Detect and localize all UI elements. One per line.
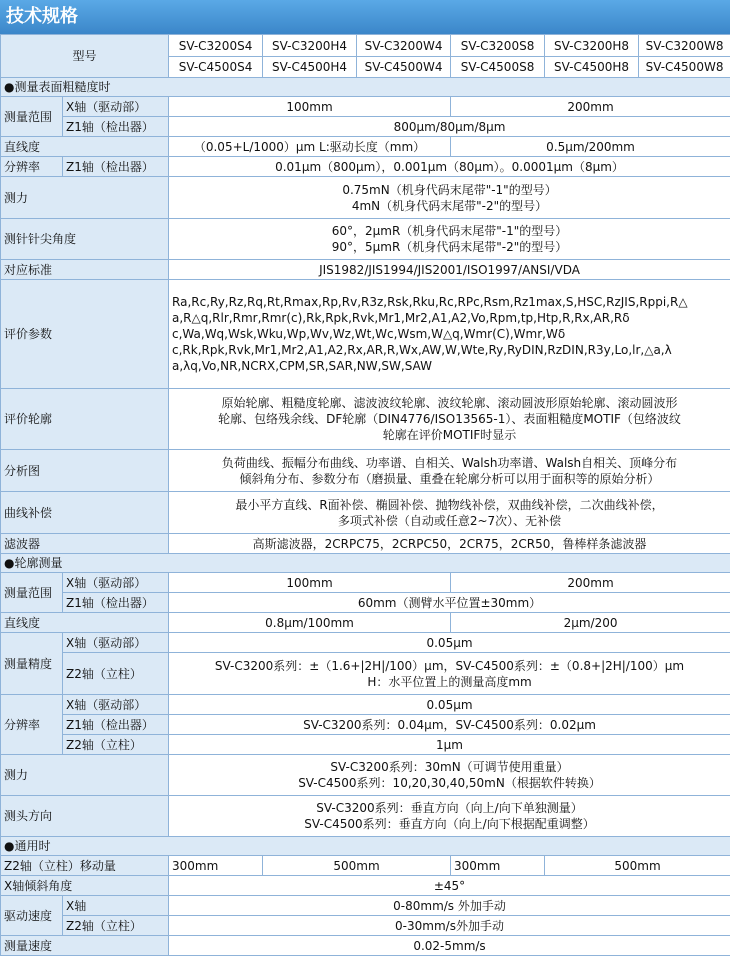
value-cell: 0-30mm/s外加手动 [169, 916, 730, 936]
value-line: c,Wa,Wq,Wsk,Wku,Wp,Wv,Wz,Wt,Wc,Wsm,W△q,Wmr(C),Wmr,Wδ [172, 327, 566, 341]
value-line: 原始轮廓、粗糙度轮廓、滤波波纹轮廓、波纹轮廓、滚动圆波形原始轮廓、滚动圆波形 [221, 396, 678, 410]
row-label-straightness: 直线度 [1, 137, 169, 157]
row-label-eval-params: 评价参数 [1, 280, 169, 389]
value-cell: 0.05μm [169, 633, 730, 653]
model-label: 型号 [1, 35, 169, 78]
model-cell: SV-C3200H4 [263, 35, 357, 57]
value-cell: 高斯滤波器，2CRPC75，2CRPC50，2CR75，2CR50，鲁棒样条滤波器 [169, 534, 730, 554]
value-line: Ra,Rc,Ry,Rz,Rq,Rt,Rmax,Rp,Rv,R3z,Rsk,Rku,Rc,RPc,Rsm,Rz1max,S,HSC,RzJIS,Rppi,R△ [172, 295, 688, 309]
value-cell: 100mm [169, 97, 451, 117]
row-label-filter: 滤波器 [1, 534, 169, 554]
row-label-force: 测力 [1, 177, 169, 219]
value-cell [169, 389, 730, 450]
sub-label: Z1轴（检出器） [63, 157, 169, 177]
sub-label: Z2轴（立柱） [63, 653, 169, 695]
value-cell: 500mm [263, 856, 451, 876]
value-cell: （0.05+L/1000）μm L:驱动长度（mm） [169, 137, 451, 157]
sub-label: X轴（驱动部） [63, 573, 169, 593]
value-line: a,λq,Vo,NR,NCRX,CPM,SR,SAR,NW,SW,SAW [172, 359, 432, 373]
row-label-analysis: 分析图 [1, 450, 169, 492]
row-label-resolution: 分辨率 [1, 157, 63, 177]
model-cell: SV-C3200H8 [545, 35, 639, 57]
model-cell: SV-C3200S8 [451, 35, 545, 57]
model-cell: SV-C4500S4 [169, 57, 263, 78]
sub-label: X轴（驱动部） [63, 97, 169, 117]
value-cell: 0.05μm [169, 695, 730, 715]
value-cell [169, 177, 730, 219]
row-label-resolution: 分辨率 [1, 695, 63, 755]
row-label-drive-speed: 驱动速度 [1, 896, 63, 936]
value-cell [169, 280, 730, 389]
value-cell [169, 219, 730, 260]
value-line: 90°，5μmR（机身代码末尾带"-2"的型号） [331, 240, 568, 254]
value-cell: 0.02-5mm/s [169, 936, 730, 956]
sub-label: X轴（驱动部） [63, 633, 169, 653]
model-cell: SV-C4500H8 [545, 57, 639, 78]
row-label-standard: 对应标准 [1, 260, 169, 280]
value-cell: 0.8μm/100mm [169, 613, 451, 633]
value-cell: 500mm [545, 856, 730, 876]
value-line: 轮廓在评价MOTIF时显示 [382, 428, 517, 442]
model-cell: SV-C4500W4 [357, 57, 451, 78]
value-line: 多项式补偿（自动或任意2~7次）、无补偿 [337, 513, 562, 528]
page-title: 技术规格 [0, 0, 730, 34]
row-label-tip-angle: 测针针尖角度 [1, 219, 169, 260]
spec-table [0, 34, 730, 956]
value-cell: 2μm/200 [451, 613, 730, 633]
value-line: SV-C4500系列：垂直方向（向上/向下根据配重调整） [304, 817, 595, 831]
row-label-range: 测量范围 [1, 573, 63, 613]
row-label-curve: 曲线补偿 [1, 492, 169, 534]
value-cell [169, 450, 730, 492]
model-cell: SV-C3200W4 [357, 35, 451, 57]
value-cell: 0.01μm（800μm），0.001μm（80μm）。0.0001μm（8μm） [169, 157, 730, 177]
value-cell: ±45° [169, 876, 730, 896]
row-label-direction: 测头方向 [1, 796, 169, 837]
value-cell: 0-80mm/s 外加手动 [169, 896, 730, 916]
value-line: a,R△q,Rlr,Rmr,Rmr(c),Rk,Rpk,Rvk,Mr1,Mr2,A1,A2,Vo,Rpm,tp,Htp,R,Rx,AR,Rδ [172, 311, 630, 325]
value-line: SV-C4500系列：10,20,30,40,50mN（根据软件转换） [298, 776, 601, 790]
value-cell: 300mm [451, 856, 545, 876]
sub-label: Z1轴（检出器） [63, 715, 169, 735]
value-cell: 200mm [451, 97, 730, 117]
model-cell: SV-C3200S4 [169, 35, 263, 57]
row-label-accuracy: 测量精度 [1, 633, 63, 695]
sub-label: Z1轴（检出器） [63, 593, 169, 613]
value-line: 最小平方直线、R面补偿、椭圆补偿、抛物线补偿，双曲线补偿，二次曲线补偿， [235, 497, 664, 512]
section-contour: ●轮廓测量 [1, 554, 730, 573]
sub-label: X轴（驱动部） [63, 695, 169, 715]
model-cell: SV-C4500H4 [263, 57, 357, 78]
value-cell: 100mm [169, 573, 451, 593]
value-line: 4mN（机身代码末尾带"-2"的型号） [351, 198, 548, 213]
row-label-straightness: 直线度 [1, 613, 169, 633]
section-common: ●通用时 [1, 837, 730, 856]
value-line: 60°，2μmR（机身代码末尾带"-1"的型号） [331, 224, 568, 238]
value-cell: 200mm [451, 573, 730, 593]
value-line: 负荷曲线、振幅分布曲线、功率谱、自相关、Walsh功率谱、Walsh自相关、顶峰分布 [221, 455, 678, 470]
value-cell: 60mm（测臂水平位置±30mm） [169, 593, 730, 613]
value-cell: 0.5μm/200mm [451, 137, 730, 157]
value-line: SV-C3200系列：30mN（可调节使用重量） [330, 760, 569, 774]
value-line: 0.75mN（机身代码末尾带"-1"的型号） [342, 182, 557, 197]
value-cell: 800μm/80μm/8μm [169, 117, 730, 137]
section-roughness: ●测量表面粗糙度时 [1, 78, 730, 97]
sub-label: X轴 [63, 896, 169, 916]
sub-label: Z1轴（检出器） [63, 117, 169, 137]
value-line: SV-C3200系列：垂直方向（向上/向下单独测量） [316, 801, 583, 815]
value-cell: SV-C3200系列：0.04μm，SV-C4500系列：0.02μm [169, 715, 730, 735]
value-cell [169, 796, 730, 837]
model-cell: SV-C4500W8 [639, 57, 730, 78]
value-line: c,Rk,Rpk,Rvk,Mr1,Mr2,A1,A2,Rx,AR,R,Wx,AW,W,Wte,Ry,RyDIN,RzDIN,R3y,Lo,lr,△a,λ [172, 343, 672, 357]
value-line: SV-C3200系列：±（1.6+|2H|/100）μm，SV-C4500系列：±（0.8+|2H|/100）μm [214, 658, 685, 673]
value-cell: 300mm [169, 856, 263, 876]
value-cell [169, 755, 730, 796]
sub-label: Z2轴（立柱） [63, 735, 169, 755]
row-label-eval-profile: 评价轮廓 [1, 389, 169, 450]
value-cell [169, 492, 730, 534]
model-cell: SV-C4500S8 [451, 57, 545, 78]
value-line: H：水平位置上的测量高度mm [367, 674, 532, 689]
value-cell [169, 653, 730, 695]
row-label-range: 测量范围 [1, 97, 63, 137]
sub-label: Z2轴（立柱） [63, 916, 169, 936]
value-cell: 1μm [169, 735, 730, 755]
row-label-tilt: X轴倾斜角度 [1, 876, 169, 896]
row-label-force: 测力 [1, 755, 169, 796]
row-label-z2-travel: Z2轴（立柱）移动量 [1, 856, 169, 876]
value-line: 轮廓、包络残余线、DF轮廓（DIN4776/ISO13565-1）、表面粗糙度MOTIF（包络波纹 [218, 412, 681, 426]
value-cell: JIS1982/JIS1994/JIS2001/ISO1997/ANSI/VDA [169, 260, 730, 280]
value-line: 倾斜角分布、参数分布（磨损量、重叠在轮廓分析可以用于面积等的原始分析） [239, 471, 660, 486]
model-cell: SV-C3200W8 [639, 35, 730, 57]
row-label-measure-speed: 测量速度 [1, 936, 169, 956]
